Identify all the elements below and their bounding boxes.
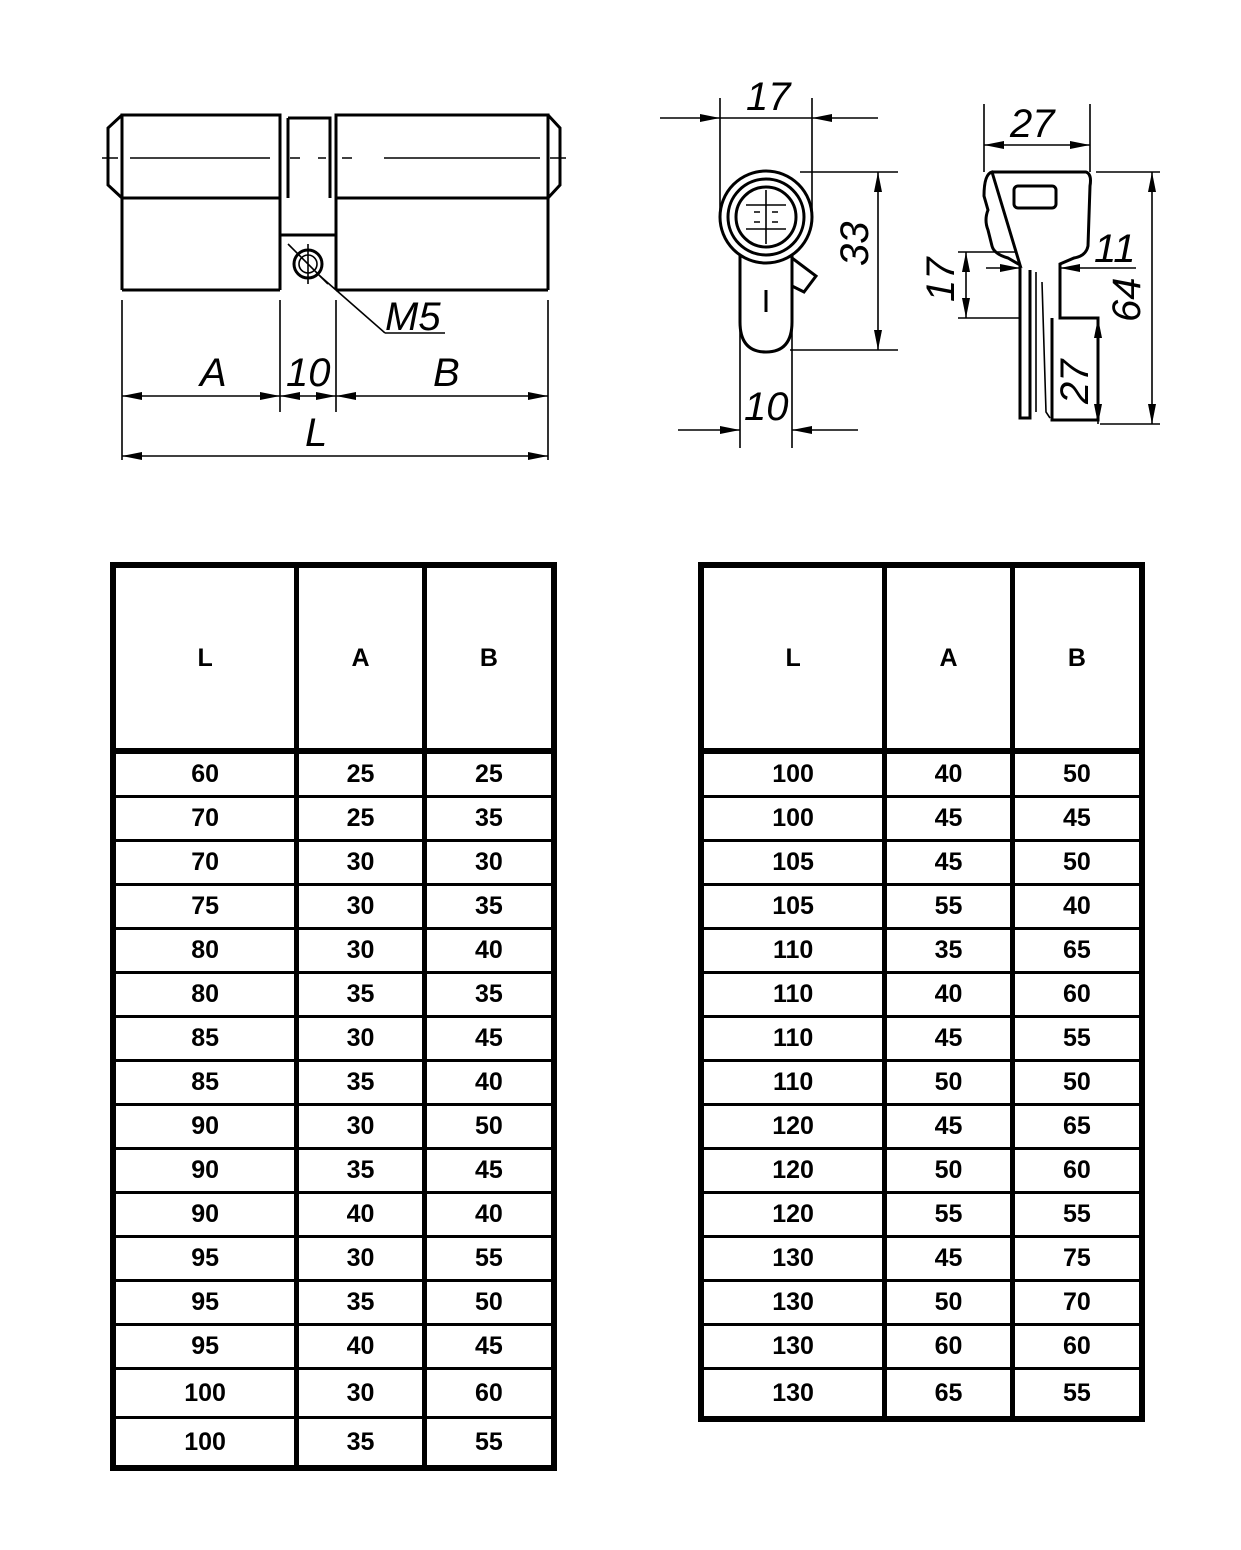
table-row <box>113 1237 554 1281</box>
cell-b: 50 <box>1012 1061 1142 1105</box>
cell-b: 55 <box>1012 1017 1142 1061</box>
dim-a-label: A <box>200 351 227 395</box>
cell-a: 55 <box>885 1193 1013 1237</box>
table-row <box>113 797 554 841</box>
cell-l: 110 <box>701 929 885 973</box>
cell-a: 30 <box>297 885 425 929</box>
table-row <box>701 929 1142 973</box>
header-b: B <box>424 565 554 751</box>
cell-l: 120 <box>701 1105 885 1149</box>
table-row <box>701 1193 1142 1237</box>
cell-b: 40 <box>424 929 554 973</box>
table-row <box>701 1017 1142 1061</box>
thread-label: M5 <box>385 295 441 339</box>
cell-l: 90 <box>113 1193 297 1237</box>
cell-l: 75 <box>113 885 297 929</box>
table-row <box>113 1061 554 1105</box>
dim-key17-label: 17 <box>919 257 963 302</box>
dim-l-label: L <box>305 411 328 455</box>
cell-a: 30 <box>297 1369 425 1418</box>
cell-a: 35 <box>297 1061 425 1105</box>
cell-a: 35 <box>297 1418 425 1469</box>
cell-b: 25 <box>424 751 554 797</box>
size-table-right <box>698 562 1145 1422</box>
cell-l: 70 <box>113 841 297 885</box>
cell-b: 50 <box>1012 751 1142 797</box>
cell-a: 30 <box>297 1237 425 1281</box>
cell-a: 35 <box>297 973 425 1017</box>
cylinder-side-view <box>102 115 566 460</box>
cell-a: 40 <box>297 1193 425 1237</box>
table-row <box>701 1061 1142 1105</box>
cell-a: 50 <box>885 1281 1013 1325</box>
dim-key11-label: 11 <box>1094 227 1136 271</box>
cell-b: 75 <box>1012 1237 1142 1281</box>
cell-a: 45 <box>885 1017 1013 1061</box>
dim-key64-label: 64 <box>1105 277 1149 322</box>
table-row <box>113 1281 554 1325</box>
dim-b-label: B <box>433 351 460 395</box>
cell-l: 100 <box>701 751 885 797</box>
cell-a: 55 <box>885 885 1013 929</box>
cell-a: 30 <box>297 1017 425 1061</box>
table-row <box>701 841 1142 885</box>
cell-l: 85 <box>113 1017 297 1061</box>
cell-l: 90 <box>113 1105 297 1149</box>
table-header-row <box>113 565 554 751</box>
cell-b: 30 <box>424 841 554 885</box>
cell-l: 80 <box>113 929 297 973</box>
cell-b: 70 <box>1012 1281 1142 1325</box>
cell-a: 25 <box>297 797 425 841</box>
cell-l: 130 <box>701 1237 885 1281</box>
table-row <box>113 1105 554 1149</box>
cell-a: 65 <box>885 1369 1013 1420</box>
cell-b: 60 <box>424 1369 554 1418</box>
table-row <box>701 1237 1142 1281</box>
cell-b: 40 <box>1012 885 1142 929</box>
size-table-left <box>110 562 557 1471</box>
cell-b: 50 <box>424 1281 554 1325</box>
cell-b: 35 <box>424 885 554 929</box>
table-row <box>113 885 554 929</box>
cell-l: 130 <box>701 1369 885 1420</box>
table-row <box>113 1325 554 1369</box>
cell-l: 100 <box>701 797 885 841</box>
cell-a: 45 <box>885 1105 1013 1149</box>
header-l: L <box>113 565 297 751</box>
cylinder-front-view <box>660 75 898 448</box>
table-row <box>113 1017 554 1061</box>
cell-l: 100 <box>113 1369 297 1418</box>
cell-l: 105 <box>701 885 885 929</box>
dim-cam10-label: 10 <box>744 385 789 429</box>
cell-l: 95 <box>113 1325 297 1369</box>
cell-b: 40 <box>424 1193 554 1237</box>
cell-a: 50 <box>885 1061 1013 1105</box>
cell-b: 45 <box>424 1017 554 1061</box>
table-row <box>113 1418 554 1469</box>
dim-key27-label: 27 <box>1010 102 1055 146</box>
table-row <box>113 1369 554 1418</box>
table-row <box>701 751 1142 797</box>
cell-l: 120 <box>701 1149 885 1193</box>
cell-l: 95 <box>113 1237 297 1281</box>
cell-l: 95 <box>113 1281 297 1325</box>
cell-l: 105 <box>701 841 885 885</box>
cell-b: 45 <box>1012 797 1142 841</box>
cell-a: 35 <box>885 929 1013 973</box>
cell-l: 100 <box>113 1418 297 1469</box>
cell-b: 35 <box>424 973 554 1017</box>
cell-b: 55 <box>424 1237 554 1281</box>
header-b: B <box>1012 565 1142 751</box>
cell-a: 45 <box>885 797 1013 841</box>
cell-l: 110 <box>701 1017 885 1061</box>
table-row <box>701 973 1142 1017</box>
dim-width17-label: 17 <box>746 75 791 119</box>
cell-a: 40 <box>885 973 1013 1017</box>
cell-a: 30 <box>297 841 425 885</box>
table-row <box>113 1149 554 1193</box>
cell-b: 60 <box>1012 973 1142 1017</box>
cell-b: 55 <box>1012 1193 1142 1237</box>
cell-b: 50 <box>424 1105 554 1149</box>
cell-b: 65 <box>1012 1105 1142 1149</box>
table-row <box>113 973 554 1017</box>
table-row <box>113 751 554 797</box>
cell-b: 55 <box>424 1418 554 1469</box>
table-row <box>701 1149 1142 1193</box>
table-header-row <box>701 565 1142 751</box>
cell-b: 35 <box>424 797 554 841</box>
key-view <box>919 102 1160 424</box>
cell-b: 55 <box>1012 1369 1142 1420</box>
cell-a: 40 <box>297 1325 425 1369</box>
table-row <box>701 1281 1142 1325</box>
cell-l: 85 <box>113 1061 297 1105</box>
cell-a: 60 <box>885 1325 1013 1369</box>
cell-b: 45 <box>424 1149 554 1193</box>
table-row <box>701 885 1142 929</box>
header-a: A <box>885 565 1013 751</box>
header-l: L <box>701 565 885 751</box>
cell-l: 70 <box>113 797 297 841</box>
cell-a: 45 <box>885 1237 1013 1281</box>
cell-a: 45 <box>885 841 1013 885</box>
table-row <box>113 841 554 885</box>
cell-a: 50 <box>885 1149 1013 1193</box>
cell-b: 45 <box>424 1325 554 1369</box>
cell-l: 80 <box>113 973 297 1017</box>
dim-key27b-label: 27 <box>1053 359 1097 404</box>
table-row <box>113 929 554 973</box>
cell-b: 40 <box>424 1061 554 1105</box>
table-row <box>113 1193 554 1237</box>
cell-a: 35 <box>297 1149 425 1193</box>
cell-l: 120 <box>701 1193 885 1237</box>
cell-b: 50 <box>1012 841 1142 885</box>
cell-l: 110 <box>701 1061 885 1105</box>
cell-l: 130 <box>701 1281 885 1325</box>
dim-height33-label: 33 <box>833 221 877 266</box>
table-row <box>701 1105 1142 1149</box>
table-row <box>701 1325 1142 1369</box>
technical-drawing <box>0 0 1241 520</box>
table-row <box>701 1369 1142 1420</box>
table-row <box>701 797 1142 841</box>
cell-b: 60 <box>1012 1325 1142 1369</box>
cell-a: 25 <box>297 751 425 797</box>
cell-b: 65 <box>1012 929 1142 973</box>
cell-l: 60 <box>113 751 297 797</box>
cell-a: 40 <box>885 751 1013 797</box>
cell-a: 30 <box>297 1105 425 1149</box>
cell-a: 30 <box>297 929 425 973</box>
cell-b: 60 <box>1012 1149 1142 1193</box>
cell-l: 90 <box>113 1149 297 1193</box>
cell-l: 110 <box>701 973 885 1017</box>
cell-l: 130 <box>701 1325 885 1369</box>
dim-gap-label: 10 <box>286 351 331 395</box>
header-a: A <box>297 565 425 751</box>
cell-a: 35 <box>297 1281 425 1325</box>
